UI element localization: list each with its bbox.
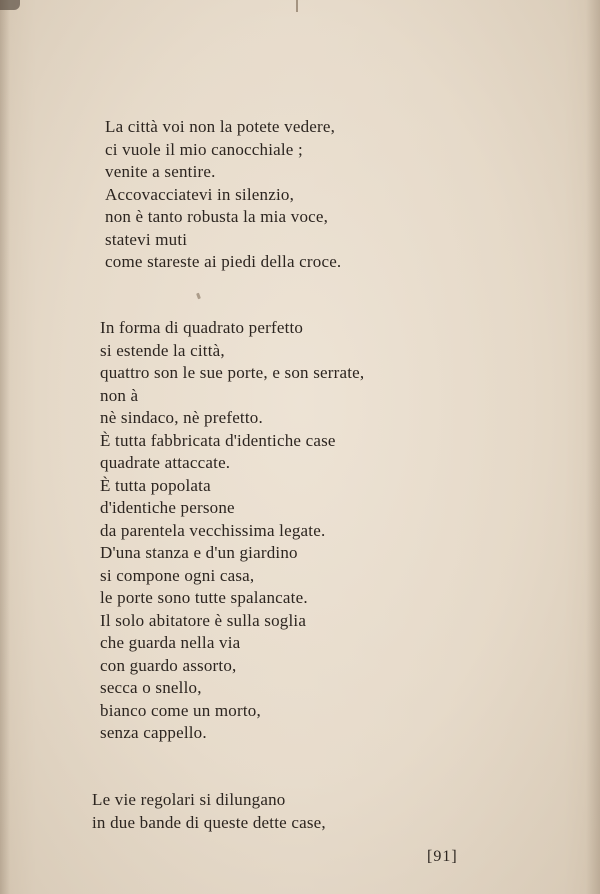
poem-line: non à (100, 385, 139, 405)
poem-line: d'identiche persone (100, 498, 235, 517)
poem-line: che guarda nella via (100, 633, 241, 652)
poem-stanza-2 (100, 317, 364, 745)
poem-line: come stareste ai piedi della croce. (105, 252, 342, 271)
poem-line: si estende la città, (100, 340, 225, 360)
poem-line: D'una stanza e d'un giardino (100, 543, 298, 562)
poem-line: È tutta fabbricata d'identiche case (100, 430, 336, 450)
poem-line: si compone ogni casa, (100, 565, 255, 585)
paper-speck (196, 293, 201, 300)
poem-stanza-1 (105, 116, 341, 274)
poem-line: Il solo abitatore è sulla soglia (100, 610, 307, 630)
poem-line: venite a sentire. (105, 162, 216, 181)
page-gutter-shadow (0, 0, 10, 894)
poem-line: da parentela vecchissima legate. (100, 520, 326, 540)
poem-line: quadrate attaccate. (100, 453, 231, 472)
poem-line: le porte sono tutte spalancate. (100, 588, 308, 607)
poem-line: La città voi non la potete vedere, (105, 117, 336, 136)
poem-line: bianco come un morto, (100, 700, 261, 720)
poem-line: in due bande di queste dette case, (92, 812, 326, 832)
poem-line: Le vie regolari si dilungano (92, 790, 286, 809)
page-edge-shadow (586, 0, 600, 894)
poem-line: È tutta popolata (100, 475, 211, 495)
page-corner-mark (0, 0, 20, 10)
poem-line: non è tanto robusta la mia voce, (105, 207, 329, 226)
poem-line: quattro son le sue porte, e son serrate, (100, 363, 365, 382)
poem-line: con guardo assorto, (100, 655, 237, 675)
poem-line: Accovacciatevi in silenzio, (105, 184, 295, 204)
poem-line: secca o snello, (100, 678, 202, 697)
page-top-mark (296, 0, 298, 12)
poem-line: nè sindaco, nè prefetto. (100, 408, 263, 427)
poem-line: senza cappello. (100, 723, 207, 742)
poem-line: In forma di quadrato perfetto (100, 318, 304, 337)
poem-stanza-3 (92, 789, 326, 834)
poem-line: ci vuole il mio canocchiale ; (105, 139, 303, 159)
page-number: [91] (427, 848, 458, 865)
poem-line: statevi muti (105, 229, 188, 249)
